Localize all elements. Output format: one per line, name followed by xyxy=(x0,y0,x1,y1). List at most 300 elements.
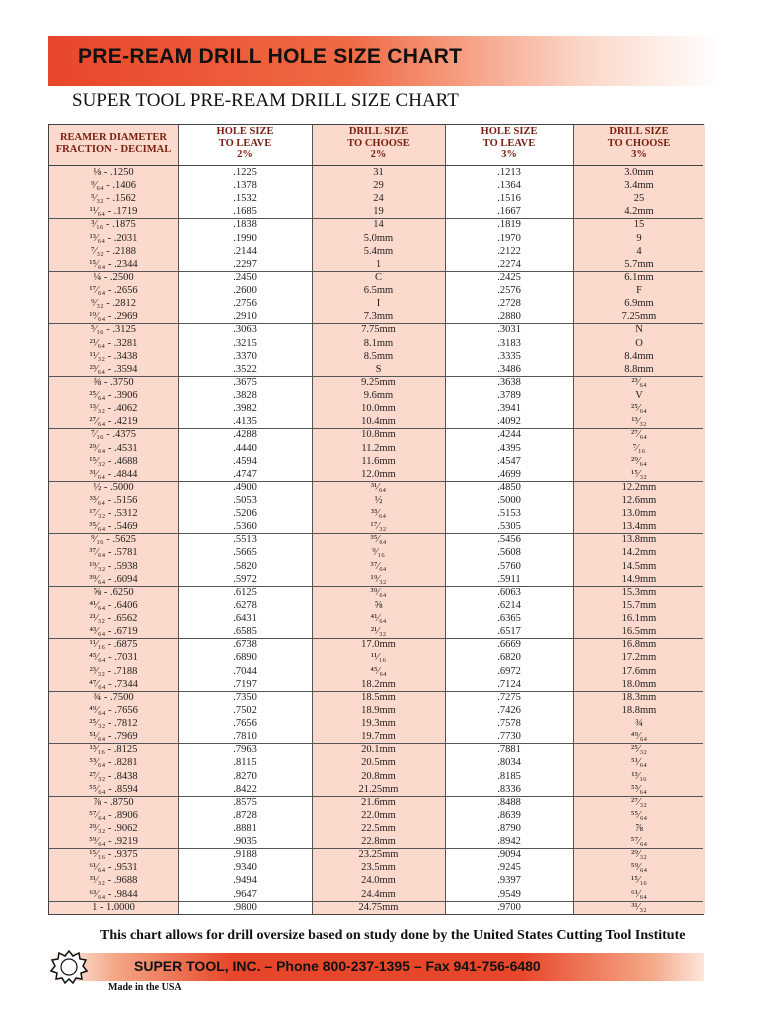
reamer-diameter-cell: ¹⁵⁄₁₆ - .9375 xyxy=(89,849,138,861)
hole-size-2pct-cell: .4135 xyxy=(233,416,257,428)
header-line: TO CHOOSE xyxy=(347,137,410,149)
reamer-diameter-cell: ¹³⁄₃₂ - .4062 xyxy=(89,403,138,415)
hole-size-3pct-cell: .6820 xyxy=(497,652,521,664)
drill-size-2pct-cell: 8.5mm xyxy=(363,350,394,362)
drill-size-2pct-cell: S xyxy=(375,363,382,375)
drill-size-3pct-cell: ¹⁵⁄₃₂ xyxy=(631,468,647,480)
hole-size-2pct-cell: .4288 xyxy=(233,429,257,441)
reamer-diameter-cell: ⁴⁵⁄₆₄ - .7031 xyxy=(89,652,138,664)
reamer-diameter-cell: ⁴¹⁄₆₄ - .6406 xyxy=(89,599,138,611)
drill-size-3pct-cell: ⁵⁵⁄₆₄ xyxy=(630,809,648,821)
reamer-diameter-cell: ¾ - .7500 xyxy=(93,691,134,703)
drill-size-3pct-cell: F xyxy=(636,285,642,297)
header-line: 2% xyxy=(237,149,253,160)
drill-size-3pct-cell: 12.6mm xyxy=(621,495,657,506)
hole-size-3pct-cell: .6365 xyxy=(497,613,521,625)
drill-size-3pct-cell: 18.3mm xyxy=(621,691,657,703)
hole-size-3pct-cell: .1364 xyxy=(497,180,521,192)
reamer-diameter-cell: ³¹⁄₃₂ - .9688 xyxy=(89,875,138,887)
drill-size-2pct-cell: ⁹⁄₁₆ xyxy=(372,547,385,559)
hole-size-2pct-cell: .4747 xyxy=(233,468,257,480)
drill-size-3pct-cell: 8.4mm xyxy=(624,350,654,362)
reamer-diameter-cell: ¹⁵⁄₃₂ - .4688 xyxy=(89,455,138,467)
drill-size-2pct-cell: C xyxy=(374,271,382,283)
hole-size-2pct-cell: .1685 xyxy=(233,206,257,218)
hole-size-2pct-cell: .5665 xyxy=(233,547,257,559)
drill-size-3pct-cell: 14.9mm xyxy=(621,573,657,585)
hole-size-3pct-cell: .9094 xyxy=(497,849,521,861)
drill-size-2pct-cell: ³⁷⁄₆₄ xyxy=(370,560,387,572)
hole-size-2pct-cell: .1225 xyxy=(233,167,257,178)
drill-size-2pct-cell: 24 xyxy=(373,193,384,205)
reamer-diameter-cell: 1 - 1.0000 xyxy=(92,901,135,913)
hole-size-2pct-cell: .7502 xyxy=(233,704,257,716)
hole-size-3pct-cell: .4395 xyxy=(497,442,521,454)
drill-size-3pct-cell: 14.5mm xyxy=(621,560,657,572)
hole-size-3pct-cell: .3638 xyxy=(497,376,521,388)
header-line: HOLE SIZE xyxy=(480,126,538,137)
drill-size-table xyxy=(48,124,704,915)
reamer-diameter-cell: ²⁷⁄₃₂ - .8438 xyxy=(89,770,138,782)
hole-size-2pct-cell: .8115 xyxy=(233,757,257,769)
drill-size-2pct-cell: 9.25mm xyxy=(361,376,396,388)
hole-size-2pct-cell: .1838 xyxy=(233,219,257,231)
reamer-diameter-cell: ¼ - .2500 xyxy=(93,271,134,283)
hole-size-2pct-cell: .3063 xyxy=(233,324,257,336)
reamer-diameter-cell: ⁵³⁄₆₄ - .8281 xyxy=(89,757,138,769)
hole-size-3pct-cell: .8790 xyxy=(497,823,521,834)
hole-size-2pct-cell: .7044 xyxy=(233,665,257,677)
hole-size-3pct-cell: .1516 xyxy=(497,193,521,205)
drill-size-2pct-cell: 7.75mm xyxy=(361,324,396,336)
drill-size-2pct-cell: 17.0mm xyxy=(361,639,396,651)
hole-size-2pct-cell: .3215 xyxy=(233,337,257,349)
header-line: TO LEAVE xyxy=(482,137,536,149)
hole-size-3pct-cell: .5760 xyxy=(497,560,521,572)
reamer-diameter-cell: ½ - .5000 xyxy=(93,481,134,493)
drill-size-2pct-cell: ³³⁄₆₄ xyxy=(370,508,387,520)
drill-size-3pct-cell: 15 xyxy=(633,219,645,231)
hole-size-3pct-cell: .1970 xyxy=(497,232,521,244)
reamer-diameter-cell: ¹¹⁄₆₄ - .1719 xyxy=(89,206,138,218)
drill-size-2pct-cell: 19.7mm xyxy=(361,731,396,743)
drill-size-2pct-cell: 6.5mm xyxy=(363,285,394,297)
reamer-diameter-cell: ¹¹⁄₁₆ - .6875 xyxy=(89,639,138,651)
hole-size-3pct-cell: .7730 xyxy=(497,731,521,743)
hole-size-2pct-cell: .1378 xyxy=(233,180,257,192)
hole-size-3pct-cell: .5911 xyxy=(497,573,521,585)
header-line: 3% xyxy=(501,149,517,160)
hole-size-2pct-cell: .6890 xyxy=(233,652,257,664)
hole-size-3pct-cell: .2425 xyxy=(497,271,521,283)
hole-size-3pct-cell: .3335 xyxy=(497,350,521,362)
hole-size-2pct-cell: .6738 xyxy=(233,639,257,651)
hole-size-3pct-cell: .3031 xyxy=(497,324,521,336)
drill-size-2pct-cell: 21.25mm xyxy=(358,783,399,795)
drill-size-2pct-cell: 10.8mm xyxy=(361,429,396,441)
hole-size-3pct-cell: .7426 xyxy=(497,704,521,716)
drill-size-2pct-cell: ½ xyxy=(374,495,383,506)
drill-size-2pct-cell: 7.3mm xyxy=(363,311,394,323)
hole-size-2pct-cell: .1532 xyxy=(233,193,257,205)
drill-size-3pct-cell: ⁵³⁄₆₄ xyxy=(631,783,647,795)
hole-size-2pct-cell: .1990 xyxy=(233,232,257,244)
reamer-diameter-cell: ²³⁄₃₂ - .7188 xyxy=(89,665,138,677)
drill-size-3pct-cell: 15.3mm xyxy=(621,586,657,598)
hole-size-3pct-cell: .8336 xyxy=(497,783,521,795)
drill-size-2pct-cell: 24.0mm xyxy=(361,875,396,887)
header-line: DRILL SIZE xyxy=(348,126,409,137)
hole-size-3pct-cell: .2880 xyxy=(497,311,521,323)
reamer-diameter-cell: ⁵⁹⁄₆₄ - .9219 xyxy=(89,836,138,848)
drill-size-2pct-cell: ³⁹⁄₆₄ xyxy=(370,586,387,598)
drill-size-2pct-cell: ⁴⁵⁄₆₄ xyxy=(370,665,387,677)
drill-size-3pct-cell: 9 xyxy=(636,232,642,244)
drill-size-3pct-cell: ⁵⁷⁄₆₄ xyxy=(630,836,648,848)
hole-size-3pct-cell: .8942 xyxy=(497,836,521,848)
hole-size-3pct-cell: .4699 xyxy=(497,468,521,480)
hole-size-3pct-cell: .5456 xyxy=(497,534,521,546)
header-line: TO LEAVE xyxy=(218,137,272,149)
hole-size-2pct-cell: .7197 xyxy=(233,678,257,690)
hole-size-3pct-cell: .3789 xyxy=(497,390,521,402)
drill-size-3pct-cell: ¹³⁄₃₂ xyxy=(631,416,647,428)
reamer-diameter-cell: ¹¹⁄₃₂ - .3438 xyxy=(89,350,138,362)
reamer-diameter-cell: ²³⁄₆₄ - .3594 xyxy=(89,363,138,375)
drill-size-3pct-cell: ¾ xyxy=(635,718,643,730)
reamer-diameter-cell: ¹⁹⁄₃₂ - .5938 xyxy=(89,560,138,572)
reamer-diameter-cell: ⁵⁄₁₆ - .3125 xyxy=(90,324,137,336)
hole-size-3pct-cell: .7275 xyxy=(497,691,521,703)
contact-banner xyxy=(48,953,704,981)
hole-size-3pct-cell: .6972 xyxy=(497,665,521,677)
hole-size-2pct-cell: .9800 xyxy=(233,901,257,913)
reamer-diameter-cell: ⁹⁄₁₆ - .5625 xyxy=(90,534,137,546)
hole-size-2pct-cell: .6278 xyxy=(233,599,257,611)
hole-size-3pct-cell: .8639 xyxy=(497,809,521,821)
drill-size-2pct-cell: 21.6mm xyxy=(361,796,396,808)
reamer-diameter-cell: ⁷⁄₁₆ - .4375 xyxy=(90,429,137,441)
hole-size-3pct-cell: .9549 xyxy=(497,888,521,900)
hole-size-2pct-cell: .8881 xyxy=(233,823,257,834)
drill-size-3pct-cell: ²⁵⁄₃₂ xyxy=(631,744,647,756)
drill-size-2pct-cell: 11.2mm xyxy=(361,442,396,454)
drill-size-2pct-cell: 19.3mm xyxy=(361,718,396,730)
reamer-diameter-cell: ¹³⁄₁₆ - .8125 xyxy=(89,744,138,756)
hole-size-3pct-cell: .8488 xyxy=(497,796,521,808)
gear-icon xyxy=(50,950,88,984)
drill-size-3pct-cell: 13.0mm xyxy=(621,508,657,520)
drill-size-2pct-cell: 10.0mm xyxy=(361,403,396,415)
reamer-diameter-cell: ⅛ - .1250 xyxy=(93,167,134,178)
hole-size-2pct-cell: .3982 xyxy=(233,403,257,415)
hole-size-2pct-cell: .7350 xyxy=(233,691,257,703)
hole-size-3pct-cell: .2728 xyxy=(497,298,521,310)
hole-size-2pct-cell: .8270 xyxy=(233,770,257,782)
hole-size-2pct-cell: .6585 xyxy=(233,626,257,638)
drill-size-2pct-cell: ¹⁷⁄₃₂ xyxy=(370,521,387,533)
header-line: DRILL SIZE xyxy=(609,126,669,137)
drill-size-3pct-cell: 12.2mm xyxy=(621,481,657,493)
reamer-diameter-cell: ⁵⁄₃₂ - .1562 xyxy=(90,193,137,205)
reamer-diameter-cell: ²⁵⁄₃₂ - .7812 xyxy=(89,718,138,730)
hole-size-2pct-cell: .9647 xyxy=(233,888,257,900)
drill-size-2pct-cell: 20.8mm xyxy=(361,770,396,782)
drill-size-2pct-cell: 23.25mm xyxy=(358,849,399,861)
reamer-diameter-cell: ³⁄₁₆ - .1875 xyxy=(91,219,136,231)
header-line: TO CHOOSE xyxy=(607,137,671,149)
hole-size-3pct-cell: .7124 xyxy=(497,678,521,690)
hole-size-2pct-cell: .9340 xyxy=(233,862,257,874)
hole-size-2pct-cell: .6431 xyxy=(233,613,257,625)
drill-size-3pct-cell: 4 xyxy=(636,245,642,257)
reamer-diameter-cell: ¹³⁄₆₄ - .2031 xyxy=(89,232,138,244)
drill-size-2pct-cell: 22.8mm xyxy=(361,836,396,848)
drill-size-3pct-header xyxy=(573,125,705,166)
made-in-usa: Made in the USA xyxy=(108,982,182,993)
drill-size-2pct-cell: ²¹⁄₃₂ xyxy=(370,626,387,638)
hole-size-3pct-cell: .4850 xyxy=(497,481,521,493)
drill-size-2pct-cell: 22.0mm xyxy=(361,809,396,821)
hole-size-2pct-cell: .2756 xyxy=(233,298,257,310)
drill-size-2pct-cell: 19 xyxy=(373,206,384,218)
title-banner xyxy=(48,36,720,86)
drill-size-2pct-header xyxy=(312,125,445,166)
drill-size-3pct-cell: 17.2mm xyxy=(621,652,657,664)
hole-size-3pct-cell: .2274 xyxy=(497,258,521,270)
hole-size-3pct-cell: .6669 xyxy=(497,639,521,651)
hole-size-2pct-cell: .8728 xyxy=(233,809,257,821)
drill-size-3pct-cell: 13.8mm xyxy=(621,534,657,546)
reamer-diameter-cell: ²⁹⁄₆₄ - .4531 xyxy=(89,442,138,454)
drill-size-3pct-cell: ²⁷⁄₆₄ xyxy=(631,429,647,441)
drill-size-3pct-cell: 18.0mm xyxy=(621,678,657,690)
hole-size-2pct-cell: .8422 xyxy=(233,783,257,795)
drill-size-3pct-cell: ⁴⁹⁄₆₄ xyxy=(630,731,648,743)
hole-size-3pct-cell: .9245 xyxy=(497,862,521,874)
reamer-diameter-header xyxy=(49,125,178,172)
hole-size-3pct-cell: .5153 xyxy=(497,508,521,520)
drill-size-2pct-cell: ¹⁹⁄₃₂ xyxy=(370,573,387,585)
drill-size-2pct-cell: 29 xyxy=(373,180,384,192)
hole-size-3pct-cell: .5608 xyxy=(497,547,521,559)
reamer-diameter-cell: ⁶³⁄₆₄ - .9844 xyxy=(89,888,138,900)
reamer-diameter-cell: ⁶¹⁄₆₄ - .9531 xyxy=(89,862,138,874)
drill-size-3pct-cell: ⁵⁹⁄₆₄ xyxy=(630,862,648,874)
drill-size-3pct-cell: 4.2mm xyxy=(624,206,654,218)
hole-size-3pct-cell: .1819 xyxy=(497,219,521,231)
drill-size-3pct-cell: V xyxy=(635,390,643,402)
reamer-diameter-cell: ⅝ - .6250 xyxy=(93,586,134,598)
reamer-diameter-cell: ³¹⁄₆₄ - .4844 xyxy=(89,468,138,480)
drill-size-3pct-cell: ²⁷⁄₃₂ xyxy=(631,796,647,808)
drill-size-3pct-cell: ³¹⁄₃₂ xyxy=(631,901,647,913)
drill-size-2pct-cell: 24.75mm xyxy=(358,901,399,913)
reamer-diameter-cell: ⁵¹⁄₆₄ - .7969 xyxy=(89,731,138,743)
hole-size-2pct-cell: .3828 xyxy=(233,390,257,402)
hole-size-3pct-cell: .6063 xyxy=(497,586,521,598)
header-line: HOLE SIZE xyxy=(216,126,274,137)
drill-size-2pct-cell: ⅝ xyxy=(374,599,383,611)
drill-size-3pct-cell: 25 xyxy=(633,193,645,205)
reamer-diameter-cell: ⁴³⁄₆₄ - .6719 xyxy=(89,626,138,638)
reamer-diameter-cell: ²⁷⁄₆₄ - .4219 xyxy=(89,416,138,428)
hole-size-2pct-cell: .5206 xyxy=(233,508,257,520)
drill-size-3pct-cell: ⅞ xyxy=(635,823,643,834)
drill-size-3pct-cell: 8.8mm xyxy=(624,363,654,375)
drill-size-3pct-cell: 6.1mm xyxy=(624,271,654,283)
reamer-diameter-cell: ¹⁷⁄₆₄ - .2656 xyxy=(89,285,138,297)
drill-size-2pct-cell: 20.5mm xyxy=(361,757,396,769)
hole-size-3pct-cell: .7578 xyxy=(497,718,521,730)
drill-size-2pct-cell: ¹¹⁄₁₆ xyxy=(370,652,387,664)
drill-size-3pct-cell: ²⁹⁄₆₄ xyxy=(631,455,647,467)
header-line: REAMER DIAMETER xyxy=(59,132,168,143)
drill-size-3pct-cell: ¹⁵⁄₁₆ xyxy=(631,875,647,887)
hole-size-2pct-header xyxy=(178,125,312,166)
drill-size-2pct-cell: 18.2mm xyxy=(361,678,396,690)
reamer-diameter-cell: ³⁷⁄₆₄ - .5781 xyxy=(89,547,138,559)
drill-size-2pct-cell: 24.4mm xyxy=(361,888,396,900)
drill-size-3pct-cell: 16.5mm xyxy=(621,626,657,638)
drill-size-3pct-cell: 3.4mm xyxy=(624,180,654,192)
reamer-diameter-cell: ⁴⁷⁄₆₄ - .7344 xyxy=(89,678,138,690)
reamer-diameter-cell: ²¹⁄₃₂ - .6562 xyxy=(89,613,138,625)
hole-size-3pct-cell: .7881 xyxy=(497,744,521,756)
reamer-diameter-cell: ⁵⁵⁄₆₄ - .8594 xyxy=(89,783,138,795)
drill-size-2pct-cell: 22.5mm xyxy=(361,823,396,834)
drill-size-2pct-cell: 1 xyxy=(375,258,382,270)
hole-size-2pct-cell: .9188 xyxy=(233,849,257,861)
drill-size-3pct-cell: ²⁵⁄₆₄ xyxy=(631,403,647,415)
hole-size-3pct-cell: .2122 xyxy=(497,245,521,257)
reamer-diameter-cell: ¹⁹⁄₆₄ - .2969 xyxy=(89,311,138,323)
contact-info: SUPER TOOL, INC. – Phone 800-237-1395 – Fax 941-756-6480 xyxy=(134,958,541,974)
drill-size-2pct-cell: ³⁵⁄₆₄ xyxy=(370,534,387,546)
footer-note: This chart allows for drill oversize based on study done by the United States Cutting Tool Institute xyxy=(100,928,686,943)
hole-size-3pct-cell: .3941 xyxy=(497,403,521,415)
hole-size-2pct-cell: .3522 xyxy=(233,363,257,375)
drill-size-2pct-cell: 20.1mm xyxy=(361,744,396,756)
reamer-diameter-cell: ⁹⁄₆₄ - .1406 xyxy=(90,180,137,192)
hole-size-3pct-cell: .3486 xyxy=(497,363,521,375)
reamer-diameter-cell: ⅞ - .8750 xyxy=(93,796,134,808)
drill-size-2pct-cell: 31 xyxy=(373,167,384,178)
hole-size-3pct-cell: .5000 xyxy=(497,495,521,506)
hole-size-2pct-cell: .7656 xyxy=(233,718,257,730)
drill-size-3pct-cell: N xyxy=(635,324,643,336)
drill-size-3pct-cell: ⁵¹⁄₆₄ xyxy=(631,757,647,769)
page-title: PRE-REAM DRILL HOLE SIZE CHART xyxy=(78,45,463,68)
drill-size-2pct-cell: 14 xyxy=(373,219,384,231)
hole-size-2pct-cell: .3675 xyxy=(233,376,257,388)
hole-size-2pct-cell: .3370 xyxy=(233,350,257,362)
hole-size-3pct-cell: .4244 xyxy=(497,429,521,441)
hole-size-2pct-cell: .2910 xyxy=(233,311,257,323)
hole-size-2pct-cell: .5513 xyxy=(233,534,257,546)
reamer-diameter-cell: ²⁹⁄₃₂ - .9062 xyxy=(89,823,138,834)
drill-size-2pct-cell: 18.9mm xyxy=(361,704,396,716)
hole-size-3pct-cell: .6517 xyxy=(497,626,521,638)
reamer-diameter-cell: ⁷⁄₃₂ - .2188 xyxy=(90,245,137,257)
drill-size-3pct-cell: ⁶¹⁄₆₄ xyxy=(631,888,647,900)
drill-size-3pct-cell: 6.9mm xyxy=(624,298,654,310)
drill-size-2pct-cell: 5.4mm xyxy=(363,245,394,257)
hole-size-3pct-cell: .8185 xyxy=(497,770,521,782)
hole-size-2pct-cell: .2297 xyxy=(233,258,257,270)
hole-size-2pct-cell: .9494 xyxy=(233,875,257,887)
hole-size-2pct-cell: .5360 xyxy=(233,521,257,533)
drill-size-3pct-cell: 17.6mm xyxy=(621,665,657,677)
hole-size-3pct-cell: .8034 xyxy=(497,757,521,769)
hole-size-2pct-cell: .5053 xyxy=(233,495,257,506)
drill-size-2pct-cell: ³¹⁄₆₄ xyxy=(370,481,387,493)
hole-size-3pct-cell: .6214 xyxy=(497,599,521,611)
reamer-diameter-cell: ³³⁄₆₄ - .5156 xyxy=(89,495,138,506)
drill-size-2pct-cell: 9.6mm xyxy=(363,390,394,402)
hole-size-2pct-cell: .7963 xyxy=(233,744,257,756)
drill-size-2pct-cell: 10.4mm xyxy=(361,416,396,428)
hole-size-2pct-cell: .2450 xyxy=(233,271,257,283)
reamer-diameter-cell: ⁵⁷⁄₆₄ - .8906 xyxy=(89,809,138,821)
hole-size-3pct-cell: .4092 xyxy=(497,416,521,428)
reamer-diameter-cell: ⅜ - .3750 xyxy=(93,376,134,388)
header-line: FRACTION - DECIMAL xyxy=(55,143,172,155)
drill-size-2pct-cell: 12.0mm xyxy=(361,468,396,480)
reamer-diameter-cell: ³⁵⁄₆₄ - .5469 xyxy=(89,521,138,533)
drill-size-3pct-cell: ¹³⁄₁₆ xyxy=(631,770,647,782)
drill-size-3pct-cell: 5.7mm xyxy=(624,258,654,270)
reamer-diameter-cell: ²¹⁄₆₄ - .3281 xyxy=(89,337,138,349)
hole-size-3pct-cell: .1213 xyxy=(497,167,521,178)
hole-size-3pct-cell: .3183 xyxy=(497,337,521,349)
reamer-diameter-cell: ¹⁵⁄₆₄ - .2344 xyxy=(89,258,138,270)
hole-size-3pct-cell: .9397 xyxy=(497,875,521,887)
hole-size-2pct-cell: .6125 xyxy=(233,586,257,598)
drill-size-3pct-cell: 15.7mm xyxy=(621,599,657,611)
hole-size-2pct-cell: .4594 xyxy=(233,455,257,467)
reamer-diameter-cell: ²⁵⁄₆₄ - .3906 xyxy=(89,390,138,402)
reamer-diameter-cell: ¹⁷⁄₃₂ - .5312 xyxy=(89,508,138,520)
drill-size-3pct-cell: ⁷⁄₁₆ xyxy=(632,442,646,454)
drill-size-3pct-cell: ²³⁄₆₄ xyxy=(631,376,647,388)
drill-size-3pct-cell: 16.8mm xyxy=(621,639,657,651)
drill-size-2pct-cell: 8.1mm xyxy=(363,337,394,349)
header-line: 2% xyxy=(370,149,387,160)
drill-size-2pct-cell: ⁴¹⁄₆₄ xyxy=(370,613,387,625)
hole-size-3pct-cell: .9700 xyxy=(497,901,521,913)
drill-size-2pct-cell: 23.5mm xyxy=(361,862,396,874)
drill-size-3pct-cell: ²⁹⁄₃₂ xyxy=(631,849,647,861)
hole-size-2pct-cell: .9035 xyxy=(233,836,257,848)
header-line: 3% xyxy=(631,149,647,160)
hole-size-2pct-cell: .5972 xyxy=(233,573,257,585)
hole-size-2pct-cell: .2600 xyxy=(233,285,257,297)
hole-size-3pct-cell: .4547 xyxy=(497,455,521,467)
hole-size-2pct-cell: .2144 xyxy=(233,245,257,257)
hole-size-2pct-cell: .4900 xyxy=(233,481,257,493)
drill-size-3pct-cell: 16.1mm xyxy=(621,613,657,625)
drill-size-3pct-cell: 18.8mm xyxy=(621,704,657,716)
chart-subtitle: SUPER TOOL PRE-REAM DRILL SIZE CHART xyxy=(72,90,459,111)
hole-size-2pct-cell: .4440 xyxy=(233,442,257,454)
hole-size-3pct-cell: .1667 xyxy=(497,206,521,218)
drill-size-3pct-cell: 14.2mm xyxy=(621,547,657,559)
reamer-diameter-cell: ⁹⁄₃₂ - .2812 xyxy=(90,298,137,310)
drill-size-2pct-cell: 18.5mm xyxy=(361,691,396,703)
drill-size-3pct-cell: 7.25mm xyxy=(621,311,657,323)
hole-size-3pct-header xyxy=(445,125,573,166)
